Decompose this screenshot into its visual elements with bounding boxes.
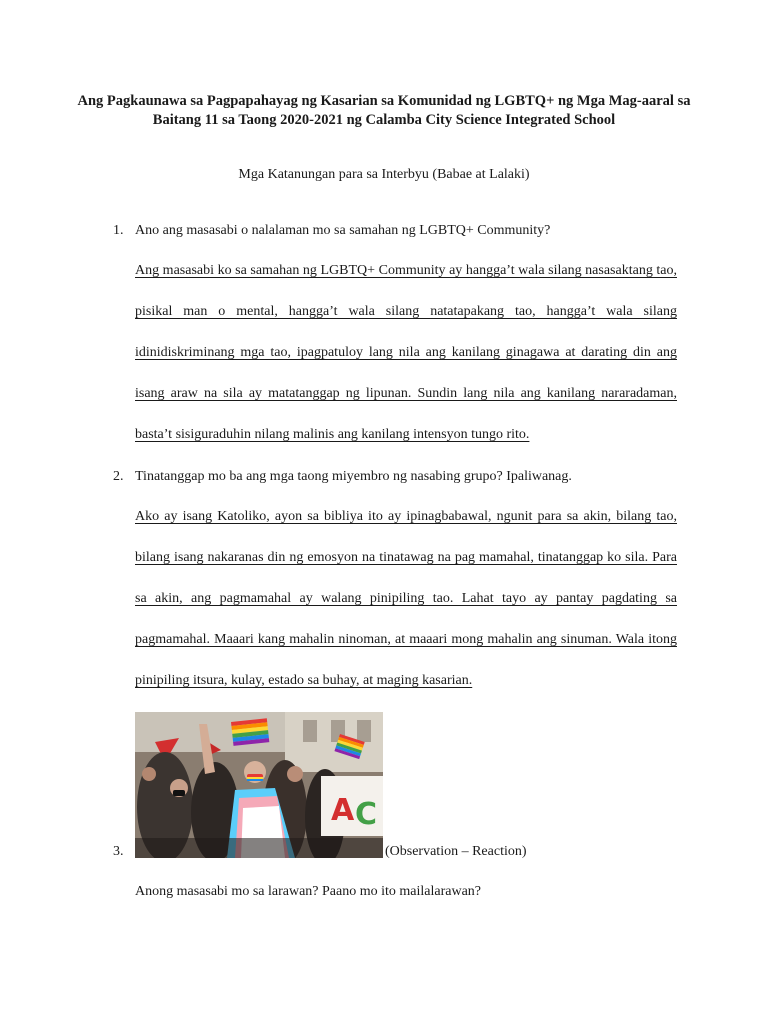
document-title: Ang Pagkaunawa sa Pagpapahayag ng Kasarian sa Komunidad ng LGBTQ+ ng Mga Mag-aaral sa Baitang 11 sa Taong 2020-2021 ng Calamba City Science Integrated School (77, 93, 691, 128)
svg-text:A: A (331, 793, 355, 828)
question-3-text: Anong masasabi mo sa larawan? Paano mo ito mailalarawan? (135, 884, 481, 899)
question-2-text: Tinatanggap mo ba ang mga taong miyembro ng nasabing grupo? Ipaliwanag. (135, 469, 572, 484)
document-subtitle: Mga Katanungan para sa Interbyu (Babae at Lalaki) (238, 167, 530, 182)
observation-label: (Observation – Reaction) (385, 844, 527, 859)
question-1-answer: Ang masasabi ko sa samahan ng LGBTQ+ Community ay hangga’t wala silang nasasaktang tao, pisikal man o mental, hangga’t wala silang natatapakang tao, hangga’t wala silang idinidiskriminang mga tao, ipagpatuloy lang nila ang kanilang ginagawa at darating din ang isang araw na sila ay matatanggap ng lipunan. Sundin lang nila ang kanilang nararadaman, basta’t sisiguraduhin nilang malinis ang kanilang intensyon tungo rito. (135, 263, 677, 442)
question-2-answer: Ako ay isang Katoliko, ayon sa bibliya ito ay ipinagbabawal, ngunit para sa akin, bilang tao, bilang isang nakaranas din ng emosyon na tinatawag na pag mamahal, tinatanggap ko sila. Para sa akin, ang pagmamahal ay walang pinipiling tao. Lahat tayo ay pantay pagdating sa pagmamahal. Maaari kang mahalin ninoman, at maaari mong mahalin ang sinuman. Wala itong pinipiling itsura, kulay, estado sa buhay, at maging kasarian. (135, 509, 677, 688)
question-1-text: Ano ang masasabi o nalalaman mo sa samahan ng LGBTQ+ Community? (135, 223, 551, 238)
question-1-number: 1. (113, 223, 124, 238)
svg-text:C: C (355, 797, 378, 832)
pride-rally-photo (135, 712, 383, 858)
question-3-number: 3. (113, 844, 124, 859)
question-2-number: 2. (113, 469, 124, 484)
